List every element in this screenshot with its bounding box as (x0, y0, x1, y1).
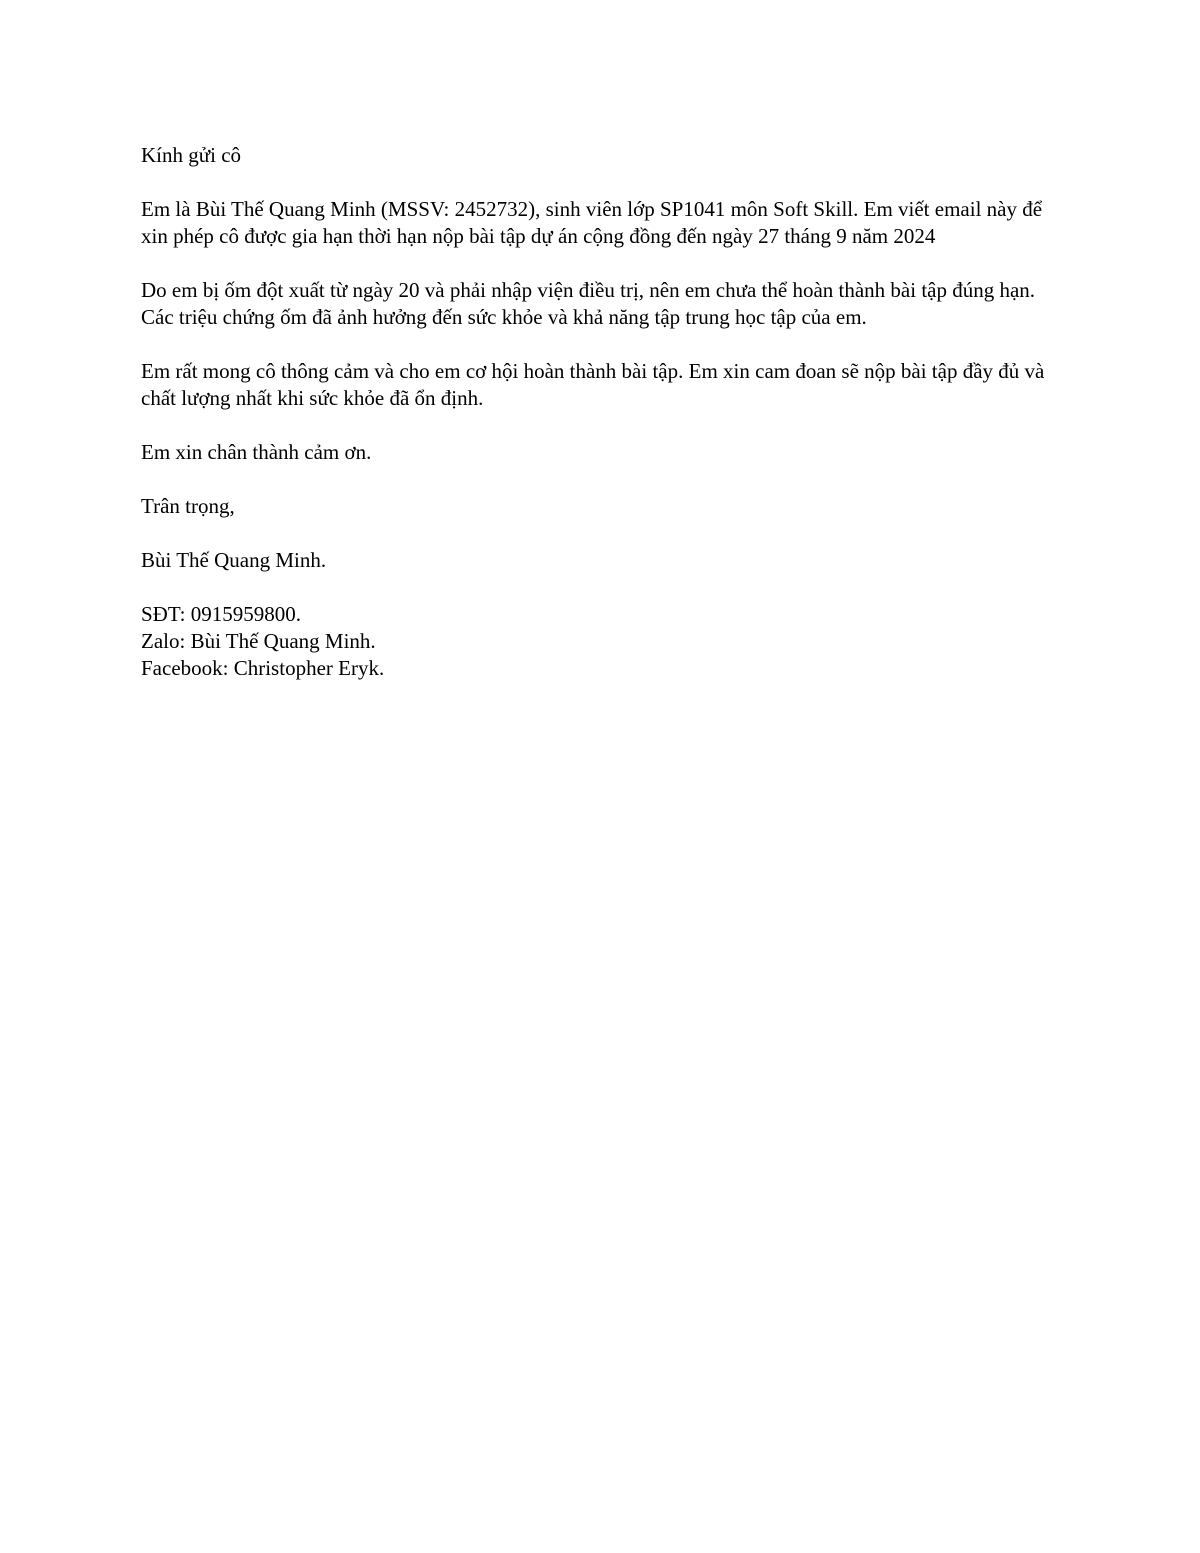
closing-line: Trân trọng, (141, 494, 235, 518)
contact-phone: SĐT: 0915959800. (141, 602, 301, 626)
paragraph-introduction: Em là Bùi Thế Quang Minh (MSSV: 2452732), sinh viên lớp SP1041 môn Soft Skill. Em viết email này để xin phép cô được gia hạn thời hạn nộp bài tập dự án cộng đồng đến ngày 27 tháng 9 năm 2024 (141, 197, 1043, 248)
contact-zalo: Zalo: Bùi Thế Quang Minh. (141, 629, 376, 653)
letter-body (141, 142, 1071, 682)
paragraph-reason: Do em bị ốm đột xuất từ ngày 20 và phải nhập viện điều trị, nên em chưa thể hoàn thành bài tập đúng hạn. Các triệu chứng ốm đã ảnh hưởng đến sức khỏe và khả năng tập trung học tập của em. (141, 278, 1036, 329)
paragraph-request: Em rất mong cô thông cảm và cho em cơ hội hoàn thành bài tập. Em xin cam đoan sẽ nộp bài tập đầy đủ và chất lượng nhất khi sức khỏe đã ổn định. (141, 359, 1045, 410)
contact-facebook: Facebook: Christopher Eryk. (141, 656, 385, 680)
thanks-line: Em xin chân thành cảm ơn. (141, 440, 372, 464)
contact-block (141, 601, 1071, 682)
greeting: Kính gửi cô (141, 143, 242, 167)
signature: Bùi Thế Quang Minh. (141, 548, 327, 572)
